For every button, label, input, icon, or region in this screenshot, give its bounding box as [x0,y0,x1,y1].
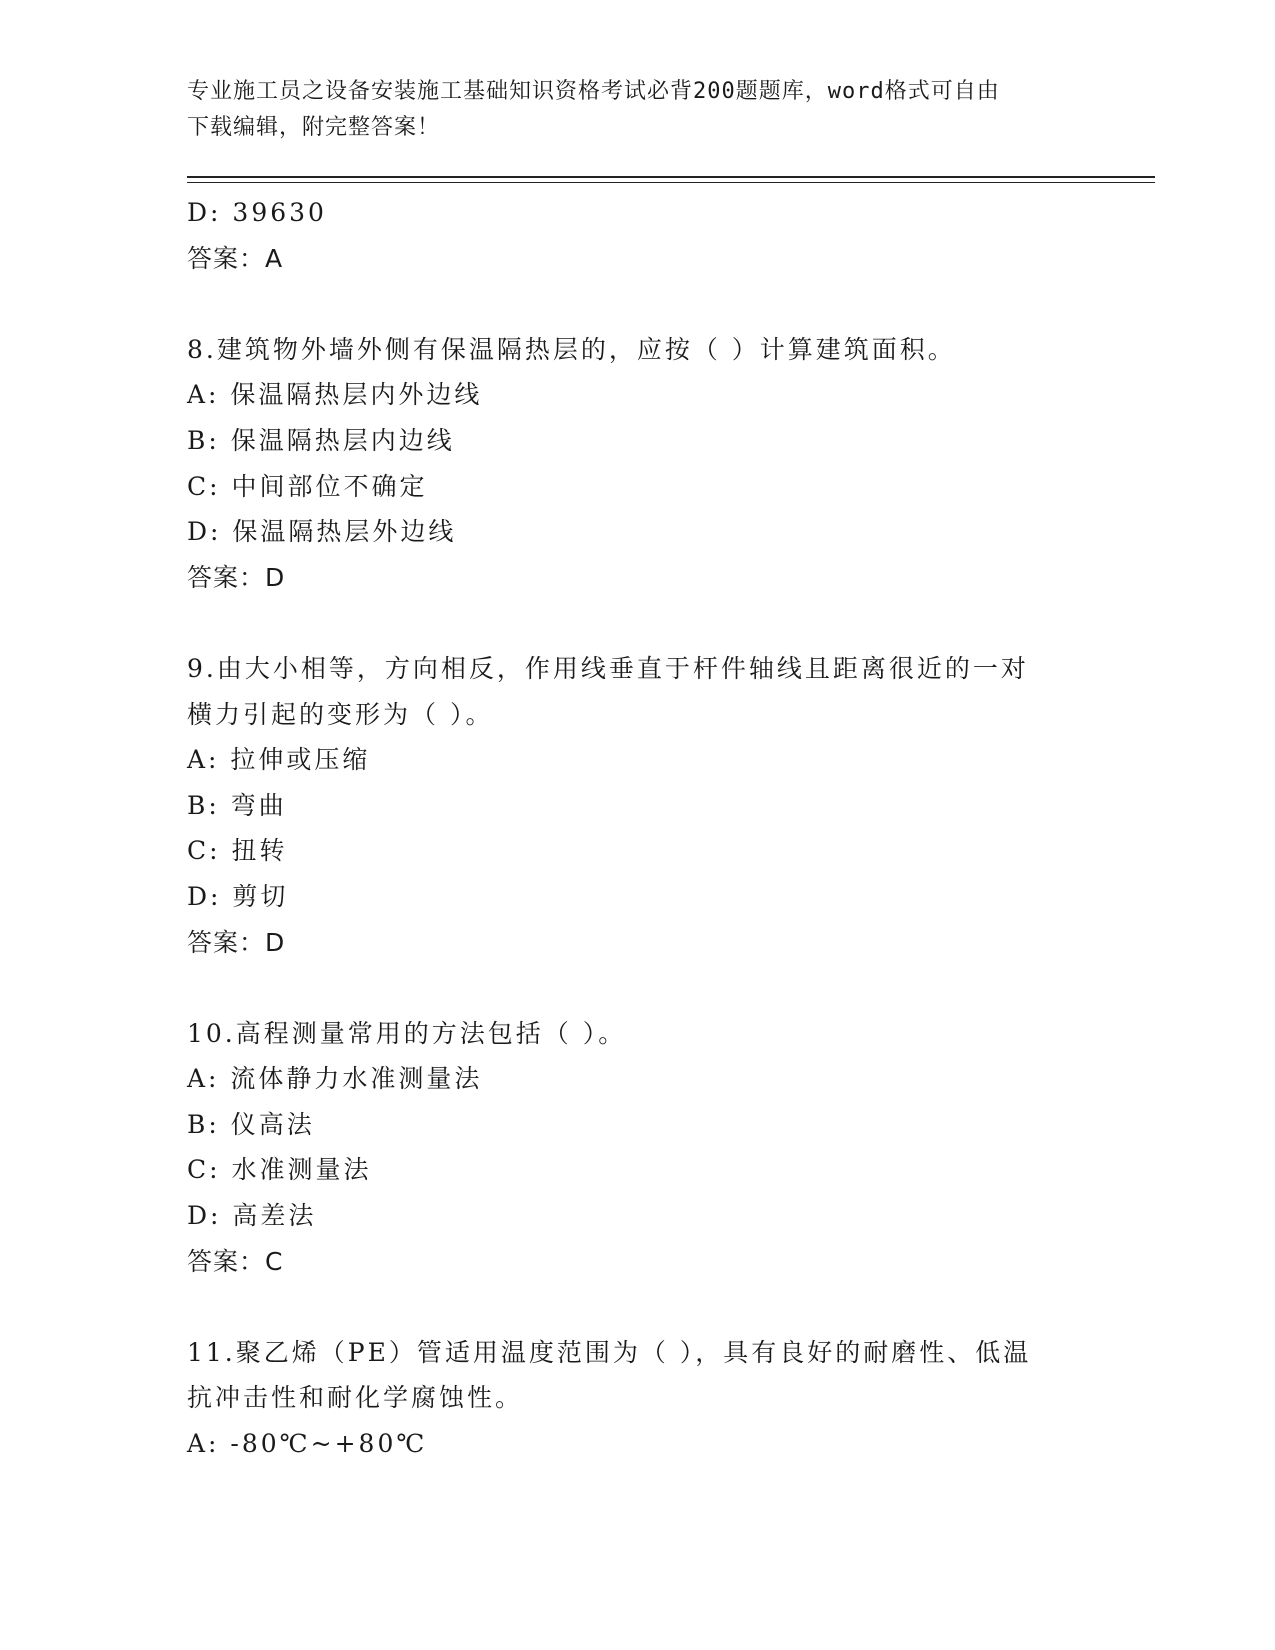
question-11 [187,1330,1067,1467]
spacer [187,1284,1067,1330]
previous-question-tail [187,190,1067,281]
spacer [187,600,1067,646]
spacer [187,281,1067,327]
option-a: A: 保温隔热层内外边线 [187,380,483,410]
header-line-2: 下载编辑，附完整答案！ [187,115,441,140]
header-rule-thin [187,182,1155,183]
option-b: B: 保温隔热层内边线 [187,425,455,455]
question-stem-line-1: 11.聚乙烯（PE）管适用温度范围为（ ），具有良好的耐磨性、低温 [187,1337,1032,1367]
option-c: C: 扭转 [187,836,288,866]
option-d: D: 39630 [187,198,327,227]
option-b: B: 仪高法 [187,1109,315,1139]
question-stem: 8.建筑物外墙外侧有保温隔热层的，应按（ ）计算建筑面积。 [187,334,956,364]
spacer [187,965,1067,1011]
question-10 [187,1011,1067,1285]
option-d: D: 保温隔热层外边线 [187,517,457,547]
document-body [187,190,1067,1467]
option-a: A: 拉伸或压缩 [187,745,371,775]
option-c: C: 中间部位不确定 [187,471,428,501]
option-d: D: 剪切 [187,881,289,911]
answer-line: 答案：C [187,1246,284,1276]
option-a: A: 流体静力水准测量法 [187,1064,483,1094]
option-d: D: 高差法 [187,1201,317,1231]
option-c: C: 水准测量法 [187,1155,372,1185]
question-stem: 10.高程测量常用的方法包括（ ）。 [187,1018,627,1048]
answer-line: 答案：D [187,927,286,957]
header-rule-thick [187,176,1155,178]
answer-line: 答案：A [187,243,284,273]
option-b: B: 弯曲 [187,790,287,820]
answer-line: 答案：D [187,562,286,592]
option-a: A: -80℃~+80℃ [187,1429,428,1459]
question-9 [187,646,1067,965]
question-8 [187,327,1067,601]
question-stem-line-1: 9.由大小相等，方向相反，作用线垂直于杆件轴线且距离很近的一对 [187,653,1029,683]
question-stem-line-2: 横力引起的变形为（ ）。 [187,699,494,729]
question-stem-line-2: 抗冲击性和耐化学腐蚀性。 [187,1383,524,1413]
header-line-1: 专业施工员之设备安装施工基础知识资格考试必背200题题库，word格式可自由 [187,79,1000,104]
document-header [187,74,1067,146]
